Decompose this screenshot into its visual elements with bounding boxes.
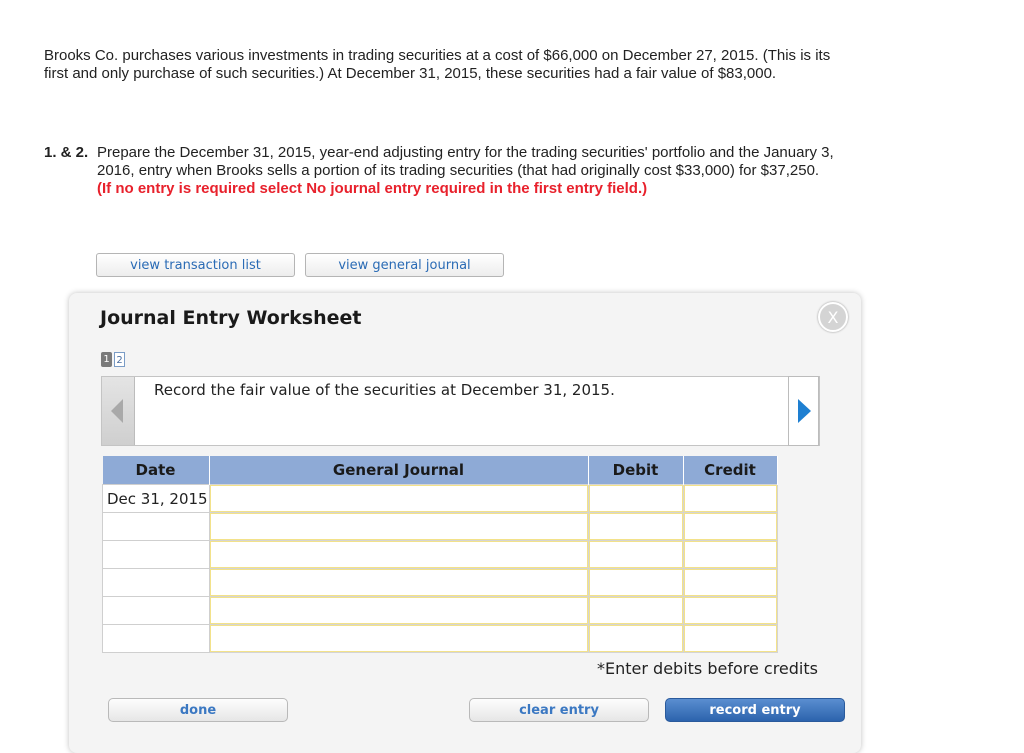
worksheet-title: Journal Entry Worksheet bbox=[100, 307, 362, 329]
date-cell bbox=[103, 541, 210, 569]
question-text: Prepare the December 31, 2015, year-end adjusting entry for the trading securities' portfolio and the January 3, 2016, entry when Brooks sells a portion of its trading securities (that had originally cost $33,000) for $37,250. bbox=[97, 144, 834, 179]
general-journal-input[interactable] bbox=[209, 541, 588, 569]
problem-statement: Brooks Co. purchases various investments in trading securities at a cost of $66,000 on December 27, 2015. (This is its first and only purchase of such securities.) At December 31, 2015, these securities had a fair value of $83,000. bbox=[44, 47, 831, 82]
date-cell: Dec 31, 2015 bbox=[103, 485, 210, 513]
general-journal-input[interactable] bbox=[209, 597, 588, 625]
journal-entry-worksheet-panel bbox=[69, 293, 861, 753]
debit-input[interactable] bbox=[588, 597, 683, 625]
table-row bbox=[103, 541, 778, 569]
table-row bbox=[103, 625, 778, 653]
debit-input[interactable] bbox=[588, 541, 683, 569]
table-row bbox=[103, 569, 778, 597]
credit-input[interactable] bbox=[683, 569, 777, 597]
column-header-date: Date bbox=[103, 456, 210, 485]
general-journal-input[interactable] bbox=[209, 485, 588, 513]
credit-input[interactable] bbox=[683, 541, 777, 569]
clear-entry-button[interactable]: clear entry bbox=[469, 698, 649, 722]
record-entry-button[interactable]: record entry bbox=[665, 698, 845, 722]
column-header-debit: Debit bbox=[588, 456, 683, 485]
right-arrow-icon bbox=[798, 399, 811, 423]
view-transaction-list-button[interactable]: view transaction list bbox=[96, 253, 295, 277]
debit-input[interactable] bbox=[588, 569, 683, 597]
close-icon[interactable]: X bbox=[818, 302, 848, 332]
date-cell bbox=[103, 625, 210, 653]
credit-input[interactable] bbox=[683, 597, 777, 625]
general-journal-input[interactable] bbox=[209, 569, 588, 597]
debit-input[interactable] bbox=[588, 625, 683, 653]
table-row bbox=[103, 485, 778, 513]
question-instruction: (If no entry is required select No journal entry required in the first entry field.) bbox=[97, 180, 648, 197]
question-number: 1. & 2. bbox=[44, 144, 89, 161]
column-header-general-journal: General Journal bbox=[209, 456, 588, 485]
instruction-box bbox=[101, 376, 820, 446]
table-row bbox=[103, 513, 778, 541]
page-2-tab[interactable]: 2 bbox=[114, 352, 125, 367]
general-journal-input[interactable] bbox=[209, 513, 588, 541]
credit-input[interactable] bbox=[683, 513, 777, 541]
left-arrow-icon bbox=[111, 399, 123, 423]
date-cell bbox=[103, 597, 210, 625]
debits-note: *Enter debits before credits bbox=[597, 659, 818, 678]
page-selector bbox=[101, 352, 125, 367]
column-header-credit: Credit bbox=[683, 456, 777, 485]
done-button[interactable]: done bbox=[108, 698, 288, 722]
journal-table bbox=[102, 456, 778, 653]
credit-input[interactable] bbox=[683, 625, 777, 653]
table-row bbox=[103, 597, 778, 625]
date-cell bbox=[103, 569, 210, 597]
view-general-journal-button[interactable]: view general journal bbox=[305, 253, 504, 277]
question-body bbox=[97, 144, 834, 198]
next-button[interactable] bbox=[788, 376, 819, 446]
general-journal-input[interactable] bbox=[209, 625, 588, 653]
page-1-tab[interactable]: 1 bbox=[101, 352, 112, 367]
date-cell bbox=[103, 513, 210, 541]
question-block bbox=[44, 144, 834, 198]
debit-input[interactable] bbox=[588, 513, 683, 541]
previous-button[interactable] bbox=[102, 377, 135, 445]
credit-input[interactable] bbox=[683, 485, 777, 513]
worksheet-instruction: Record the fair value of the securities at December 31, 2015. bbox=[154, 381, 615, 399]
debit-input[interactable] bbox=[588, 485, 683, 513]
